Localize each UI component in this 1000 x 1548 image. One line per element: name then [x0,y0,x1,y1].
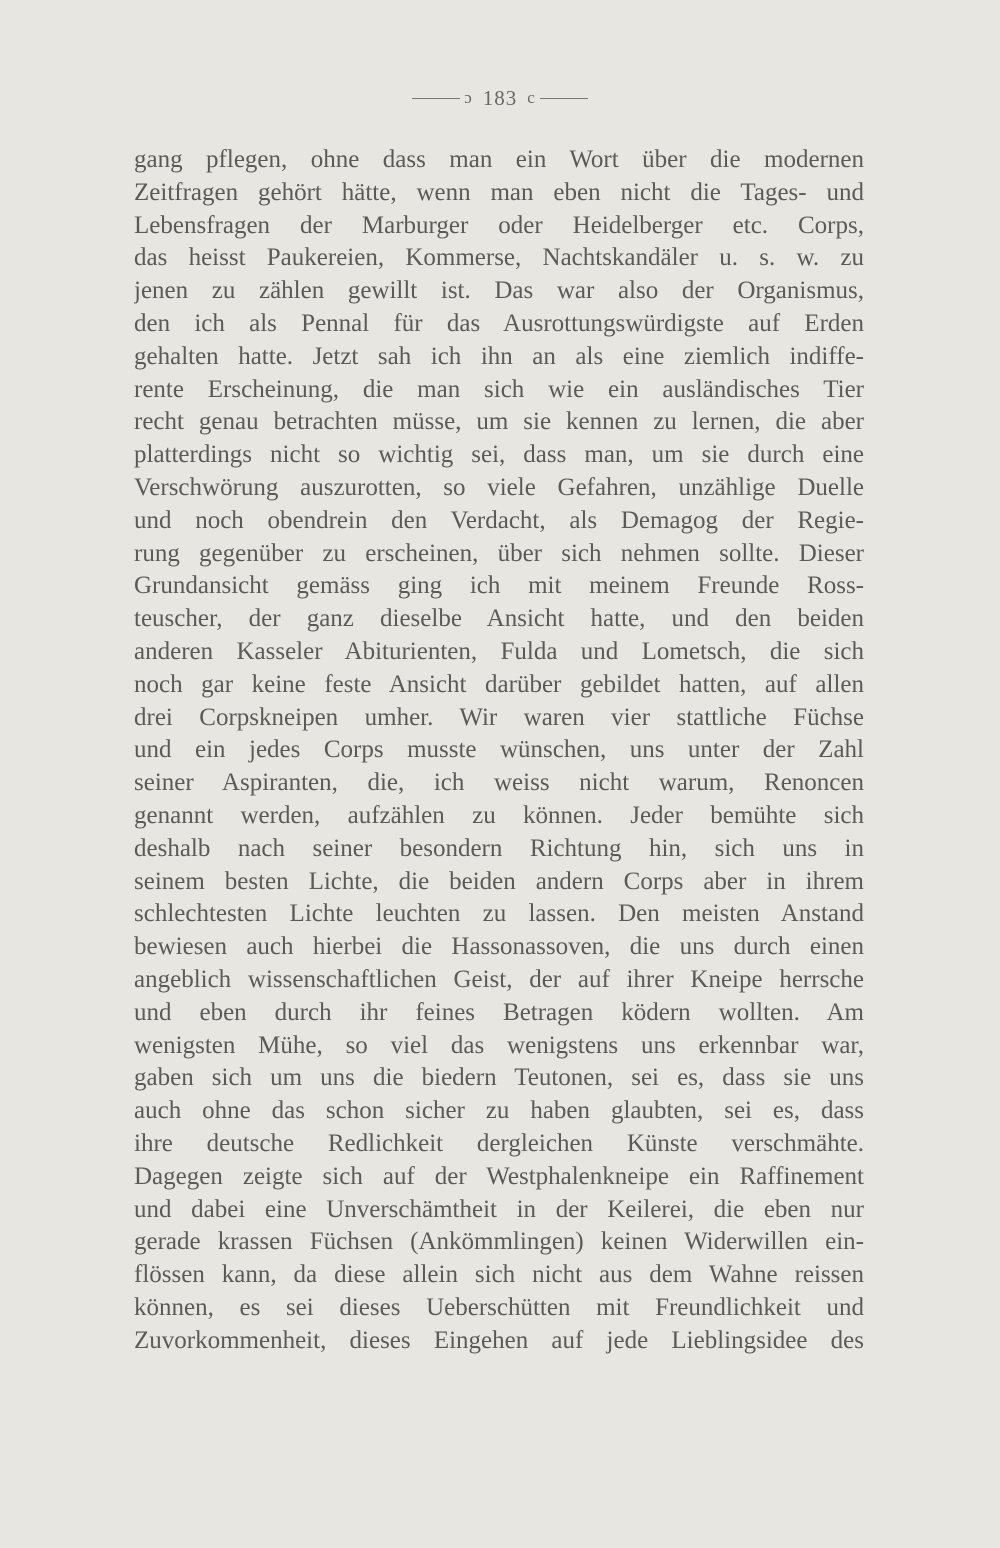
text-line: und dabei eine Unverschämtheit in der Keilerei, die eben nur [134,1195,864,1223]
header-rule-left [412,98,460,99]
text-line: angeblich wissenschaftlichen Geist, der auf ihrer Kneipe herrsche [134,965,864,993]
text-line: platterdings nicht so wichtig sei, dass man, um sie durch eine [134,441,864,469]
text-line: rente Erscheinung, die man sich wie ein ausländisches Tier [134,375,864,403]
text-line: Zuvorkommenheit, dieses Eingehen auf jede Lieblingsidee des [134,1326,864,1354]
text-line: noch gar keine feste Ansicht darüber gebildet hatten, auf allen [134,670,864,698]
page-number: 183 [482,85,518,110]
text-line: Zeitfragen gehört hätte, wenn man eben nicht die Tages- und [134,178,864,206]
text-line: deshalb nach seiner besondern Richtung hin, sich uns in [134,834,864,862]
text-line: den ich als Pennal für das Ausrottungswürdigste auf Erden [134,309,864,337]
text-line: und noch obendrein den Verdacht, als Demagog der Regie- [134,506,864,534]
text-line: drei Corpskneipen umher. Wir waren vier stattliche Füchse [134,703,864,731]
text-line: und eben durch ihr feines Betragen ködern wollten. Am [134,998,864,1026]
text-line: bewiesen auch hierbei die Hassonassoven, die uns durch einen [134,933,864,961]
text-line: können, es sei dieses Ueberschütten mit Freundlichkeit und [134,1293,864,1321]
text-line: schlechtesten Lichte leuchten zu lassen. Den meisten Anstand [134,900,864,928]
text-line: gehalten hatte. Jetzt sah ich ihn an als eine ziemlich indiffe- [134,342,864,370]
text-line: seinem besten Lichte, die beiden andern Corps aber in ihrem [134,867,864,895]
text-line: wenigsten Mühe, so viel das wenigstens uns erkennbar war, [134,1031,864,1059]
text-line: Grundansicht gemäss ging ich mit meinem Freunde Ross- [134,572,864,600]
text-line: gerade krassen Füchsen (Ankömmlingen) keinen Widerwillen ein- [134,1228,864,1256]
text-line: Lebensfragen der Marburger oder Heidelberger etc. Corps, [134,211,864,239]
text-line: seiner Aspiranten, die, ich weiss nicht warum, Renoncen [134,769,864,797]
header-ornament-right: c [527,88,536,108]
text-line: anderen Kasseler Abiturienten, Fulda und Lometsch, die sich [134,637,864,665]
text-line: gaben sich um uns die biedern Teutonen, sei es, dass sie uns [134,1064,864,1092]
text-line: auch ohne das schon sicher zu haben glaubten, sei es, dass [134,1097,864,1125]
text-line: Dagegen zeigte sich auf der Westphalenkneipe ein Raffinement [134,1162,864,1190]
body-text [134,144,864,1357]
text-line: gang pflegen, ohne dass man ein Wort über die modernen [134,146,864,173]
page-header [0,84,1000,111]
text-line: ihre deutsche Redlichkeit dergleichen Künste verschmähte. [134,1129,864,1157]
text-line: recht genau betrachten müsse, um sie kennen zu lernen, die aber [134,408,864,436]
text-line: genannt werden, aufzählen zu können. Jeder bemühte sich [134,801,864,829]
header-rule-right [540,98,588,99]
text-line: jenen zu zählen gewillt ist. Das war also der Organismus, [134,277,864,305]
text-line: und ein jedes Corps musste wünschen, uns unter der Zahl [134,736,864,764]
text-line: flössen kann, da diese allein sich nicht aus dem Wahne reissen [134,1261,864,1289]
text-line: Verschwörung auszurotten, so viele Gefahren, unzählige Duelle [134,473,864,501]
header-ornament-left: ɔ [464,88,473,108]
text-line: rung gegenüber zu erscheinen, über sich nehmen sollte. Dieser [134,539,864,567]
text-line: das heisst Paukereien, Kommerse, Nachtskandäler u. s. w. zu [134,244,864,272]
text-line: teuscher, der ganz dieselbe Ansicht hatte, und den beiden [134,605,864,633]
